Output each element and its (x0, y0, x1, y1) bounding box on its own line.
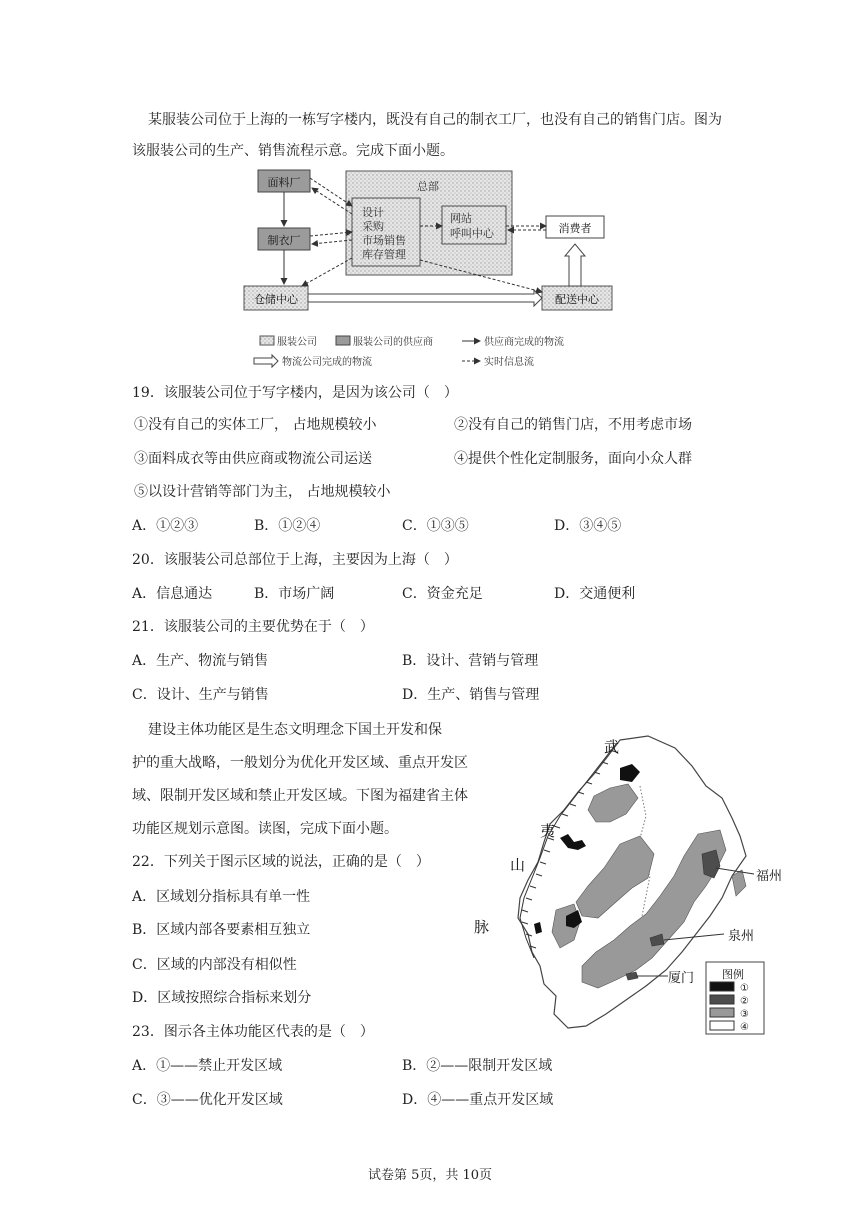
q19-option-b[interactable]: B．①②④ (254, 518, 321, 534)
intro-paragraph-1-cont: 该服装公司的生产、销售流程示意。完成下面小题。 (132, 143, 454, 159)
legend-info-flow: 实时信息流 (484, 357, 534, 368)
production-sales-flow-diagram (240, 166, 620, 376)
dept-marketing: 市场销售 (362, 234, 406, 247)
q19-option-d[interactable]: D．③④⑤ (554, 518, 622, 534)
map-legend-title: 图例 (722, 968, 744, 981)
legend-company: 服装公司 (277, 337, 317, 348)
intro-paragraph-1: 某服装公司位于上海的一栋写字楼内，既没有自己的制衣工厂，也没有自己的销售门店。图为 (148, 112, 722, 128)
q19-statement-2: ②没有自己的销售门店，不用考虑市场 (454, 417, 692, 433)
q22-option-a[interactable]: A．区域划分指标具有单一性 (132, 889, 311, 905)
q21-option-a[interactable]: A．生产、物流与销售 (132, 653, 269, 669)
callcenter-label: 呼叫中心 (450, 227, 494, 240)
map-label-yi: 夷 (540, 822, 556, 840)
hq-label: 总部 (417, 180, 439, 193)
q19-option-a[interactable]: A．①②③ (132, 518, 199, 534)
map-label-shan: 山 (510, 856, 526, 874)
city-label-quanzhou: 泉州 (728, 929, 755, 944)
map-label-wu: 武 (604, 738, 620, 756)
q21-option-c[interactable]: C．设计、生产与销售 (132, 687, 269, 703)
city-label-xiamen: 厦门 (668, 971, 695, 986)
q19-stem: 19．该服装公司位于写字楼内，是因为该公司（ ） (132, 385, 458, 401)
legend-zone-3: ③ (740, 1009, 749, 1020)
q20-option-c[interactable]: C．资金充足 (402, 586, 483, 602)
q19-option-c[interactable]: C．①③⑤ (402, 518, 469, 534)
intro-paragraph-2-l4: 功能区规划示意图。读图，完成下面小题。 (132, 821, 398, 837)
legend-supplier-flow: 供应商完成的物流 (484, 337, 564, 348)
q23-option-c[interactable]: C．③——优化开发区域 (132, 1092, 283, 1108)
delivery-label: 配送中心 (555, 293, 599, 306)
map-label-mai: 脉 (474, 918, 490, 936)
page-footer: 试卷第 5页，共 10页 (367, 1168, 493, 1183)
city-label-fuzhou: 福州 (756, 869, 783, 884)
q22-option-c[interactable]: C．区域的内部没有相似性 (132, 957, 297, 973)
q20-option-b[interactable]: B．市场广阔 (254, 586, 335, 602)
q20-stem: 20．该服装公司总部位于上海，主要因为上海（ ） (132, 552, 458, 568)
legend-logistics-flow: 物流公司完成的物流 (282, 357, 372, 368)
q22-stem: 22．下列关于图示区域的说法，正确的是（ ） (132, 854, 430, 870)
q21-stem: 21．该服装公司的主要优势在于（ ） (132, 619, 374, 635)
fujian-functional-zones-map (470, 726, 800, 1038)
intro-paragraph-2: 建设主体功能区是生态文明理念下国土开发和保 (148, 722, 442, 738)
dept-inventory: 库存管理 (362, 248, 406, 261)
q22-option-b[interactable]: B．区域内部各要素相互独立 (132, 922, 311, 938)
intro-paragraph-2-l3: 域、限制开发区域和禁止开发区域。下图为福建省主体 (132, 788, 468, 804)
q19-statement-5: ⑤以设计营销等部门为主， 占地规模较小 (134, 484, 391, 500)
legend-zone-1: ① (740, 983, 749, 994)
q23-option-a[interactable]: A．①——禁止开发区域 (132, 1058, 283, 1074)
legend-supplier: 服装公司的供应商 (353, 337, 433, 348)
q19-statement-1: ①没有自己的实体工厂， 占地规模较小 (134, 417, 377, 433)
legend-zone-2: ② (740, 996, 749, 1007)
q19-statement-4: ④提供个性化定制服务，面向小众人群 (454, 451, 692, 467)
legend-zone-4: ④ (740, 1022, 749, 1033)
garment-factory-label: 制衣厂 (267, 234, 301, 247)
dept-design: 设计 (362, 206, 384, 219)
q23-option-b[interactable]: B．②——限制开发区域 (402, 1058, 553, 1074)
consumer-label: 消费者 (558, 222, 592, 235)
web-label: 网站 (450, 212, 472, 225)
fabric-factory-label: 面料厂 (267, 176, 301, 189)
q21-option-b[interactable]: B．设计、营销与管理 (402, 653, 539, 669)
q21-option-d[interactable]: D．生产、销售与管理 (402, 687, 540, 703)
q19-statement-3: ③面料成衣等由供应商或物流公司运送 (134, 451, 372, 467)
q23-stem: 23．图示各主体功能区代表的是（ ） (132, 1024, 374, 1040)
q20-option-d[interactable]: D．交通便利 (554, 586, 636, 602)
dept-purchase: 采购 (362, 220, 384, 233)
q20-option-a[interactable]: A．信息通达 (132, 586, 213, 602)
q23-option-d[interactable]: D．④——重点开发区域 (402, 1092, 554, 1108)
intro-paragraph-2-l2: 护的重大战略，一般划分为优化开发区域、重点开发区 (132, 755, 468, 771)
q22-option-d[interactable]: D．区域按照综合指标来划分 (132, 990, 312, 1006)
warehouse-label: 仓储中心 (254, 293, 298, 306)
